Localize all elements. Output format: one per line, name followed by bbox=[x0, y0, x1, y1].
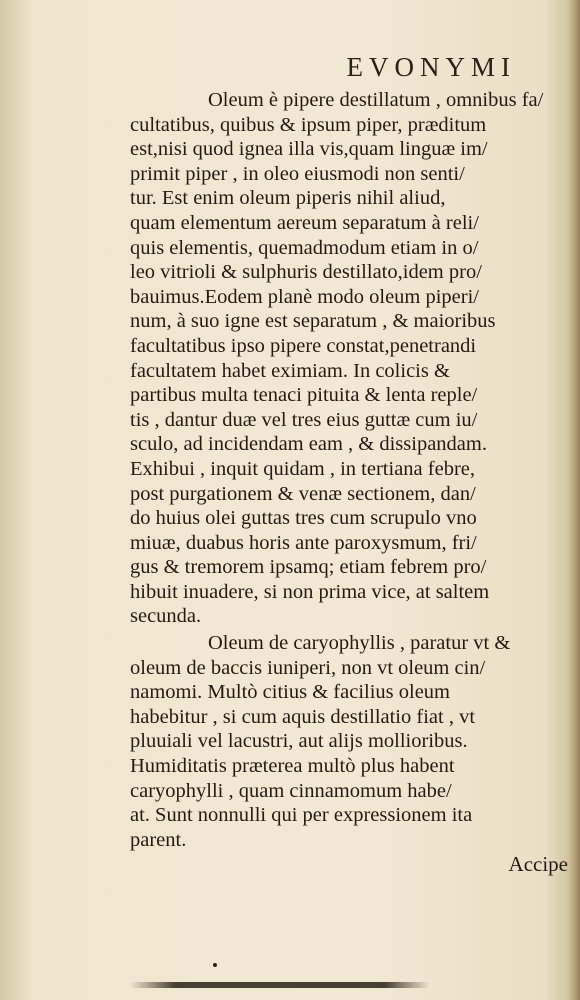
ink-speck bbox=[213, 963, 217, 967]
text-line: oleum de baccis iuniperi, non vt oleum cin/ bbox=[130, 656, 486, 679]
running-head: EVONYMI bbox=[346, 52, 516, 82]
text-line: cultatibus, quibus & ipsum piper, præditum bbox=[130, 113, 487, 136]
text-line: gus & tremorem ipsamq; etiam febrem pro/ bbox=[130, 556, 487, 579]
text-line: sculo, ad incidendam eam , & dissipandam. bbox=[130, 433, 487, 456]
text-line: secunda. bbox=[130, 605, 202, 628]
page-header bbox=[0, 52, 580, 88]
text-line: post purgationem & venæ sectionem, dan/ bbox=[130, 482, 476, 505]
text-line: leo vitrioli & sulphuris destillato,idem pro/ bbox=[130, 261, 482, 284]
page-bottom-edge bbox=[130, 982, 430, 988]
text-line: hibuit inuadere, si non prima vice, at saltem bbox=[130, 580, 490, 603]
paragraph-1 bbox=[130, 88, 570, 629]
text-line: namomi. Multò citius & facilius oleum bbox=[130, 681, 450, 704]
text-line: facultatem habet eximiam. In colicis & bbox=[130, 359, 450, 382]
paragraph-2 bbox=[130, 631, 570, 852]
text-line: miuæ, duabus horis ante paroxysmum, fri/ bbox=[130, 531, 477, 554]
text-line: partibus multa tenaci pituita & lenta reple/ bbox=[130, 384, 478, 407]
text-line: quis elementis, quemadmodum etiam in o/ bbox=[130, 236, 479, 259]
text-line: est,nisi quod ignea illa vis,quam linguæ im/ bbox=[130, 138, 488, 161]
text-line: Oleum de caryophyllis , paratur vt & bbox=[208, 632, 511, 655]
text-line: Exhibui , inquit quidam , in tertiana febre, bbox=[130, 457, 475, 480]
text-line: caryophylli , quam cinnamomum habe/ bbox=[130, 779, 452, 802]
text-line: do huius olei guttas tres cum scrupulo vno bbox=[130, 507, 477, 530]
text-line: Humiditatis præterea multò plus habent bbox=[130, 755, 455, 778]
catchword: Accipe bbox=[508, 852, 568, 876]
text-line: facultatibus ipso pipere constat,penetrandi bbox=[130, 334, 477, 357]
text-line: parent. bbox=[130, 828, 187, 851]
body-text bbox=[130, 88, 570, 852]
text-line: quam elementum aereum separatum à reli/ bbox=[130, 211, 479, 234]
text-line: primit piper , in oleo eiusmodi non senti/ bbox=[130, 162, 465, 185]
text-line: tur. Est enim oleum piperis nihil aliud, bbox=[130, 187, 446, 210]
text-line: bauimus.Eodem planè modo oleum piperi/ bbox=[130, 285, 480, 308]
text-line: pluuiali vel lacustri, aut alijs mollioribus. bbox=[130, 730, 468, 753]
text-line: habebitur , si cum aquis destillatio fiat , vt bbox=[130, 705, 476, 728]
text-line: Oleum è pipere destillatum , omnibus fa/ bbox=[208, 89, 544, 111]
text-line: num, à suo igne est separatum , & maioribus bbox=[130, 310, 496, 333]
text-line: at. Sunt nonnulli qui per expressionem ita bbox=[130, 804, 473, 827]
text-line: tis , dantur duæ vel tres eius guttæ cum iu/ bbox=[130, 408, 478, 431]
